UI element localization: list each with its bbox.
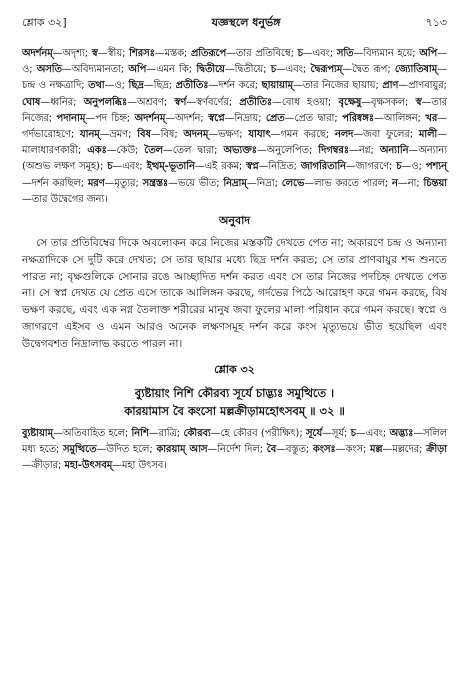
gloss-term: মালী: [418, 129, 438, 141]
gloss-meaning: —দর্শন করছিল;: [22, 177, 88, 189]
gloss-term: অদর্শনম্: [134, 112, 166, 124]
gloss-term: সতি: [336, 48, 354, 59]
gloss-meaning: —তেল দ্বারা;: [162, 145, 224, 157]
word-gloss-block: [22, 46, 447, 208]
gloss-term: প্রতীতিঃ: [239, 96, 273, 108]
gloss-meaning: —অদৃশ্য;: [52, 48, 92, 59]
gloss-term: জ্যোতিষাম্: [394, 64, 438, 76]
gloss-meaning: —তার নিজের;: [22, 96, 447, 124]
gloss-term: কংসঃ: [312, 443, 336, 455]
gloss-meaning: —বিদ্যমান হয়ে;: [353, 48, 420, 59]
gloss-meaning: —মৃত্যুর;: [104, 177, 143, 189]
gloss-term: স্বর্ণ: [174, 96, 187, 108]
gloss-meaning: —মস্তক;: [154, 48, 191, 59]
gloss-meaning: —গর্দভারোহণে;: [22, 112, 448, 141]
gloss-meaning: —হে কৌরব (পরীক্ষিৎ);: [210, 427, 307, 439]
gloss-meaning: —স্বীয়;: [97, 48, 130, 59]
gloss-meaning: —ভয়ে ভীত;: [168, 177, 224, 189]
gloss-term: দিগম্বরঃ: [318, 145, 350, 157]
gloss-meaning: —বস্তুত;: [276, 443, 313, 455]
gloss-meaning: —পদ চিহ্ন;: [85, 112, 135, 124]
gloss-term: বিষ: [137, 129, 151, 141]
gloss-meaning: —জাগরণে;: [345, 161, 397, 173]
gloss-meaning: —প্রাণবায়ুর;: [398, 80, 447, 92]
gloss-term: সন্ত্রস্তঃ: [142, 177, 169, 189]
gloss-term: অন্যানি: [379, 145, 409, 157]
gloss-term: পদানাম্: [56, 112, 86, 124]
gloss-term: মহা-উৎসবম্: [64, 460, 113, 472]
gloss-term: শিরসঃ: [129, 48, 155, 59]
gloss-term: ছায়ায়াম্: [261, 80, 294, 92]
gloss-meaning: —উদিত হলে;: [96, 443, 157, 455]
gloss-meaning: —এবং;: [355, 427, 390, 439]
gloss-meaning: —ও;: [22, 48, 447, 76]
gloss-meaning: —তার প্রতিবিম্বে;: [226, 48, 298, 59]
gloss-term: মল্ল: [370, 443, 383, 455]
translation-heading: অনুবাদ: [218, 214, 251, 228]
gloss-meaning: —স্বর্ণবর্ণের;: [186, 96, 240, 108]
gloss-meaning: —গমন করছে;: [270, 129, 336, 141]
gloss-term: কারয়াম্ আস: [156, 443, 208, 455]
gloss-meaning: —নিদ্রিত;: [258, 161, 301, 173]
gloss-term: চ: [350, 427, 356, 439]
gloss-meaning: —কেউ;: [106, 145, 145, 157]
gloss-term: লেভে: [281, 177, 305, 189]
gloss-term: ইত্থম্‌-ভূতানি: [146, 161, 195, 173]
page-number: ৭১৩: [425, 16, 447, 29]
gloss-term: অপি: [128, 64, 147, 76]
gloss-meaning: —প্রেত দ্বারা;: [284, 112, 343, 124]
gloss-term: পশ্যন্: [425, 161, 447, 173]
gloss-meaning: —ভ্রমণ;: [99, 129, 138, 141]
gloss-meaning: —নিদ্রায়;: [224, 112, 266, 124]
gloss-meaning: —সলিল মধ্য হতে;: [22, 427, 447, 455]
gloss-meaning: —মল্লদের;: [382, 443, 427, 455]
page-header: [22, 14, 447, 32]
gloss-meaning: —লাভ করতে পারল;: [304, 177, 393, 189]
gloss-meaning: —নগ্ন;: [349, 145, 380, 157]
gloss-meaning: —অন্যান্য (অশুভ লক্ষণ সমূহ);: [22, 145, 447, 173]
gloss-term: ছিদ্র: [128, 80, 144, 92]
gloss-meaning: —এবং;: [302, 48, 337, 59]
gloss-term: প্রতিরূপে: [190, 48, 227, 59]
gloss-term: অপি: [419, 48, 438, 59]
gloss-term: নিদ্রাম্: [223, 177, 247, 189]
gloss-term: স্বপ্ন: [246, 161, 259, 173]
gloss-term: নলদ: [335, 129, 354, 141]
verse-number: শ্লোক ৩২: [214, 362, 255, 376]
gloss-meaning: —দ্বিতীয়ে;: [224, 64, 271, 76]
verse-word-gloss-block: [22, 426, 447, 475]
gloss-term: স্বপ্নে: [208, 112, 225, 124]
verse-line-2: কারয়ামাস বৈ কংসো মল্লক্রীড়ামহোৎসবম্ ॥ ৩২ ॥: [124, 403, 345, 418]
gloss-meaning: —এই রকম;: [194, 161, 247, 173]
gloss-term: চ: [270, 64, 276, 76]
gloss-meaning: —তার নিজের ছায়ায়;: [293, 80, 383, 92]
gloss-meaning: —নির্দেশ দিল;: [207, 443, 267, 455]
gloss-term: চ: [396, 161, 402, 173]
gloss-meaning: —সূর্য;: [322, 427, 351, 439]
gloss-term: অভ্যক্তঃ: [223, 145, 257, 157]
gloss-term: ন: [392, 177, 398, 189]
gloss-meaning: —বৃক্ষসকল;: [361, 96, 416, 108]
gloss-term: প্রতীতিঃ: [175, 80, 209, 92]
gloss-meaning: —দর্শন করে;: [208, 80, 262, 92]
gloss-term: তথা: [88, 80, 105, 92]
gloss-term: দ্বৈরূপ্যম্: [310, 64, 343, 76]
gloss-meaning: —চন্দ্র ও নক্ষত্রাদি;: [22, 64, 447, 92]
gloss-term: জাগরিতানি: [300, 161, 346, 173]
gloss-meaning: —ভক্ষণ;: [208, 129, 249, 141]
gloss-meaning: —অনুলেপিত;: [256, 145, 319, 157]
gloss-term: যানম্: [79, 129, 100, 141]
gloss-meaning: —এবং;: [275, 64, 311, 76]
header-chapter-title: যজ্ঞস্থলে ধনুর্ভঙ্গ: [211, 16, 281, 29]
gloss-term: ঘোষ: [22, 96, 41, 108]
gloss-meaning: —তার উদ্বেগের জন্য।: [22, 193, 108, 205]
gloss-term: অদর্শনম্: [22, 48, 53, 59]
gloss-term: চ: [107, 161, 113, 173]
gloss-term: অসতি: [36, 64, 62, 76]
gloss-meaning: —ও;: [104, 80, 129, 92]
gloss-term: চ: [297, 48, 303, 59]
gloss-meaning: —বোধ হওয়া;: [272, 96, 339, 108]
gloss-term: অনুপলব্ধিঃ: [83, 96, 128, 108]
gloss-meaning: —মহা উৎসব।: [112, 460, 167, 472]
gloss-meaning: —এমন কি;: [146, 64, 197, 76]
gloss-term: স্ব: [415, 96, 422, 108]
gloss-meaning: —দ্বৈত রূপ;: [342, 64, 395, 76]
gloss-term: তৈল: [144, 145, 163, 157]
gloss-meaning: —ও;: [401, 161, 426, 173]
gloss-term: নিশি: [131, 427, 149, 439]
gloss-meaning: —নিদ্রা;: [246, 177, 282, 189]
gloss-term: ক্রীড়া: [426, 443, 448, 455]
gloss-term: ব্যুষ্টায়াম্: [22, 427, 54, 439]
gloss-term: স্ব: [91, 48, 98, 59]
gloss-meaning: —কংস;: [335, 443, 371, 455]
gloss-term: সূর্যে: [306, 427, 323, 439]
gloss-term: প্রেত: [265, 112, 285, 124]
gloss-meaning: —ধ্বনির;: [40, 96, 84, 108]
gloss-meaning: —রাত্রি;: [148, 427, 184, 439]
gloss-meaning: —বিষ;: [150, 129, 184, 141]
gloss-meaning: —আলিঙ্গন;: [373, 112, 426, 124]
gloss-term: প্রাণ: [382, 80, 399, 92]
gloss-term: খর: [425, 112, 438, 124]
gloss-term: পরিষ্বঙ্গঃ: [342, 112, 374, 124]
gloss-term: অদনম্: [183, 129, 209, 141]
gloss-meaning: —অবিদ্যমানতা;: [61, 64, 129, 76]
gloss-meaning: —এবং;: [112, 161, 147, 173]
gloss-term: মরণ: [87, 177, 105, 189]
gloss-meaning: —ছিদ্র;: [143, 80, 176, 92]
gloss-meaning: —জবা ফুলের;: [353, 129, 419, 141]
gloss-term: একঃ: [87, 145, 107, 157]
translation-paragraph: সে তার প্রতিবিম্বের দিকে অবলোকন করে নিজের মস্তকটি দেখতে পেত না; অকারণে চন্দ্র ও অন্যান্য নক্ষত্রাদিকে সে দুটি করে দেখত; সে তার ছায়ার মধ্যে ছিদ্র দর্শন করত; সে তার প্রাণবায়ুর শব্দ শুনতে পারত না; বৃক্ষগুলিকে সোনার রঙে আচ্ছাদিত দর্শন করত এবং সে তার নিজের পদচিহ্ন দেখতে পেত না। সে স্বপ্ন দেখত যে প্রেত এসে তাকে আলিঙ্গন করছে, গর্দভের পিঠে আরোহণ করে গমন করছে, বিষ ভক্ষণ করছে, এবং এক নগ্ন তৈলাক্ত শরীরের মানুষ জবা ফুলের মালা পরিধান করে গমন করছে। স্বপ্নে ও জাগরণে এইসব ও এমন আরও অনেক লক্ষণসমূহ দর্শন করে কংস মৃত্যুভয়ে ভীত হয়েছিল এবং উদ্বেগবশত নিদ্রালাভ করতে পারল না।: [22, 237, 447, 350]
gloss-meaning: —অদর্শন;: [165, 112, 209, 124]
gloss-meaning: —না;: [397, 177, 424, 189]
gloss-term: সমুত্থিতে: [62, 443, 97, 455]
gloss-meaning: —মালাধারণকারী;: [22, 129, 447, 157]
gloss-term: যাযাৎ: [248, 129, 271, 141]
gloss-meaning: —ক্রীড়ার;: [22, 460, 65, 472]
gloss-term: চিন্তয়া: [423, 177, 447, 189]
gloss-term: বৈ: [266, 443, 277, 455]
gloss-term: অদ্ভ্যঃ: [389, 427, 414, 439]
gloss-meaning: —অতিবাহিত হলে;: [53, 427, 132, 439]
gloss-term: দ্বিতীয়ে: [196, 64, 225, 76]
gloss-term: কৌরব্য: [183, 427, 211, 439]
header-verse-ref: শ্লোক ৩২]: [22, 16, 67, 29]
gloss-meaning: —অশ্রবণ;: [127, 96, 175, 108]
verse-line-1: ব্যুষ্টায়াং নিশি কৌরব্য সূর্যে চাদ্ভ্যঃ সমুত্থিতে ।: [134, 385, 335, 400]
gloss-term: বৃক্ষেষু: [338, 96, 362, 108]
